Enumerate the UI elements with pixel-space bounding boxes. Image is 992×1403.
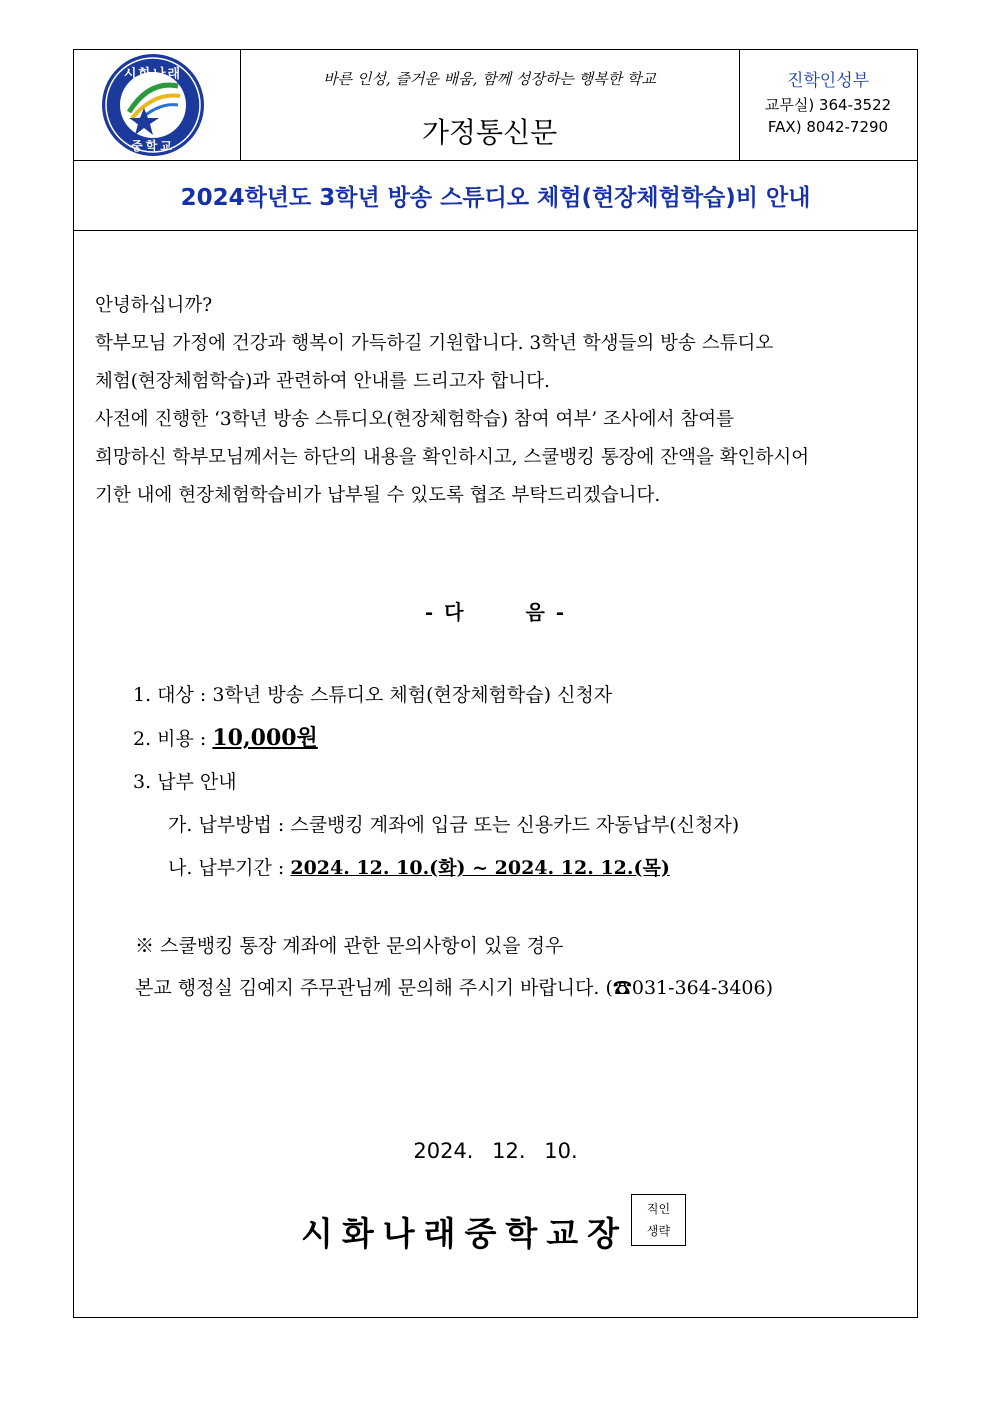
principal-signature: 시화나래중학교장 <box>301 1214 629 1253</box>
document-frame <box>73 49 918 1318</box>
payment-period <box>133 847 739 890</box>
payment-method <box>133 804 739 847</box>
note-line: ※ 스쿨뱅킹 통장 계좌에 관한 문의사항이 있을 경우 <box>135 935 564 957</box>
section-heading <box>74 596 917 625</box>
logo-cell <box>74 50 241 160</box>
school-logo <box>74 50 240 160</box>
heading-left: - 다 <box>424 600 466 624</box>
header-center-cell <box>240 50 740 160</box>
newsletter-label: 가정통신문 <box>421 116 558 149</box>
school-motto: 바른 인성, 즐거운 배움, 함께 성장하는 행복한 학교 <box>323 70 656 88</box>
payment-method-label: 가. 납부방법 : <box>168 814 291 836</box>
body-line: 체험(현장체험학습)과 관련하여 안내를 드리고자 합니다. <box>95 371 550 392</box>
document-title: 2024학년도 3학년 방송 스튜디오 체험(현장체험학습)비 안내 <box>180 185 811 211</box>
cost-label: 2. 비용 : <box>133 728 213 750</box>
list-item-payment: 3. 납부 안내 <box>133 771 237 793</box>
fax-number: FAX) 8042-7290 <box>767 118 889 136</box>
payment-method-value: 스쿨뱅킹 계좌에 입금 또는 신용카드 자동납부(신청자) <box>290 814 740 836</box>
payment-period-label: 나. 납부기간 : <box>168 857 291 879</box>
body-paragraph <box>95 287 917 515</box>
body-line: 사전에 진행한 ‘3학년 방송 스튜디오(현장체험학습) 참여 여부’ 조사에서 참여를 <box>95 409 735 430</box>
body-line: 학부모님 가정에 건강과 행복이 가득하길 기원합니다. 3학년 학생들의 방송 스튜디오 <box>95 333 774 354</box>
payment-period-value: 2024. 12. 10.(화) ~ 2024. 12. 12.(목) <box>290 857 670 879</box>
seal-omitted-box <box>631 1194 686 1246</box>
inquiry-note <box>135 925 773 1009</box>
contact-cell <box>739 50 917 160</box>
heading-right: 음 - <box>525 600 567 624</box>
title-row <box>74 160 917 231</box>
details-list <box>133 674 739 890</box>
target-value: 3학년 방송 스튜디오 체험(현장체험학습) 신청자 <box>212 684 613 706</box>
list-item-cost <box>133 717 739 761</box>
logo-bottom-text: 중학교 <box>131 139 175 153</box>
note-line: 본교 행정실 김예지 주무관님께 문의해 주시기 바랍니다. (☎031-364-3406) <box>135 977 774 999</box>
greeting: 안녕하십니까? <box>95 295 213 316</box>
logo-top-text: 시화나래 <box>123 67 183 82</box>
body-line: 희망하신 학부모님께서는 하단의 내용을 확인하시고, 스쿨뱅킹 통장에 잔액을 확인하시어 <box>95 447 810 468</box>
body-line: 기한 내에 현장체험학습비가 납부될 수 있도록 협조 부탁드리겠습니다. <box>95 485 661 506</box>
list-item-target <box>133 674 739 717</box>
target-label: 1. 대상 : <box>133 684 213 706</box>
header-table <box>74 50 917 161</box>
office-phone: 교무실) 364-3522 <box>764 96 892 114</box>
department-name: 진학인성부 <box>786 71 870 91</box>
issue-date: 2024. 12. 10. <box>413 1139 578 1163</box>
seal-line: 생략 <box>646 1224 671 1238</box>
cost-value: 10,000원 <box>212 725 318 751</box>
seal-line: 직인 <box>646 1202 671 1216</box>
